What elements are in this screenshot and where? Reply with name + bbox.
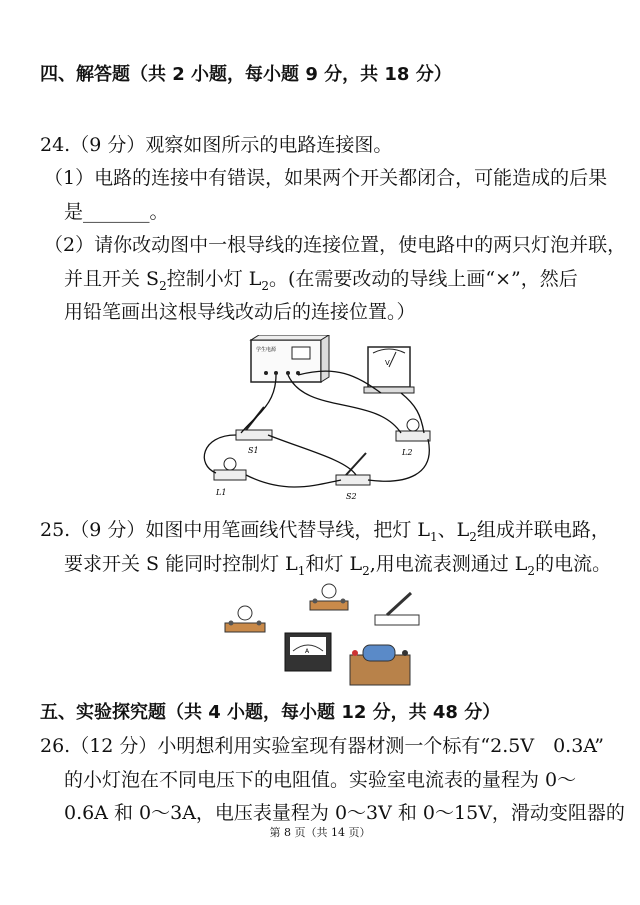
switch-s1 — [236, 407, 272, 455]
q26-line2: 的小灯泡在不同电压下的电阻值。实验室电流表的量程为 0～ — [64, 769, 577, 791]
page-footer: 第 8 页（共 14 页） — [269, 826, 371, 839]
switch-s2 — [336, 453, 370, 501]
q26-line1: 26.（12 分）小明想利用实验室现有器材测一个标有“2.5V 0.3A” — [40, 735, 604, 757]
q24-part2-line3: 用铅笔画出这根导线改动后的连接位置。） — [64, 301, 416, 323]
supply-label: 学生电源 — [256, 347, 277, 353]
q26-line3: 0.6A 和 0～3A，电压表量程为 0～3V 和 0～15V，滑动变阻器的 — [64, 802, 625, 824]
ammeter — [285, 633, 331, 671]
lamp-l1 — [214, 458, 246, 497]
svg-text:S1: S1 — [248, 446, 259, 455]
lamp-top — [310, 584, 348, 610]
lamp-l2 — [396, 419, 430, 457]
q25-line1: 25.（9 分）如图中用笔画线代替导线，把灯 $L_1$、$L_2$组成并联电路， — [40, 519, 610, 544]
svg-text:S2: S2 — [346, 492, 357, 501]
power-supply — [251, 335, 329, 382]
section-5-heading: 五、实验探究题（共 4 小题，每小题 12 分，共 48 分） — [40, 702, 501, 723]
battery-box — [350, 645, 410, 685]
svg-text:L1: L1 — [216, 488, 227, 497]
q24-circuit-figure — [196, 335, 456, 505]
section-4-heading: 四、解答题（共 2 小题，每小题 9 分，共 18 分） — [40, 64, 452, 85]
q24-part1-line2: 是_______。 — [64, 201, 169, 223]
q24-part1-line1: （1）电路的连接中有错误，如果两个开关都闭合，可能造成的后果 — [44, 167, 608, 189]
q24-part2-line2: 并且开关 $S_2$控制小灯 $L_2$。(在需要改动的导线上画“×”，然后 — [64, 268, 578, 293]
q25-components-figure — [215, 583, 440, 693]
voltmeter-label: V — [385, 359, 390, 367]
ammeter-label: A — [305, 648, 310, 655]
svg-text:L2: L2 — [402, 448, 413, 457]
lamp-left — [225, 606, 265, 632]
q25-line2: 要求开关 S 能同时控制灯 $L_1$和灯 $L_2$,用电流表测通过 $L_2$的电流。 — [64, 553, 612, 578]
q24-part2-line1: （2）请你改动图中一根导线的连接位置，使电路中的两只灯泡并联， — [44, 234, 627, 256]
q24-stem: 24.（9 分）观察如图所示的电路连接图。 — [40, 134, 393, 156]
switch — [375, 593, 419, 625]
